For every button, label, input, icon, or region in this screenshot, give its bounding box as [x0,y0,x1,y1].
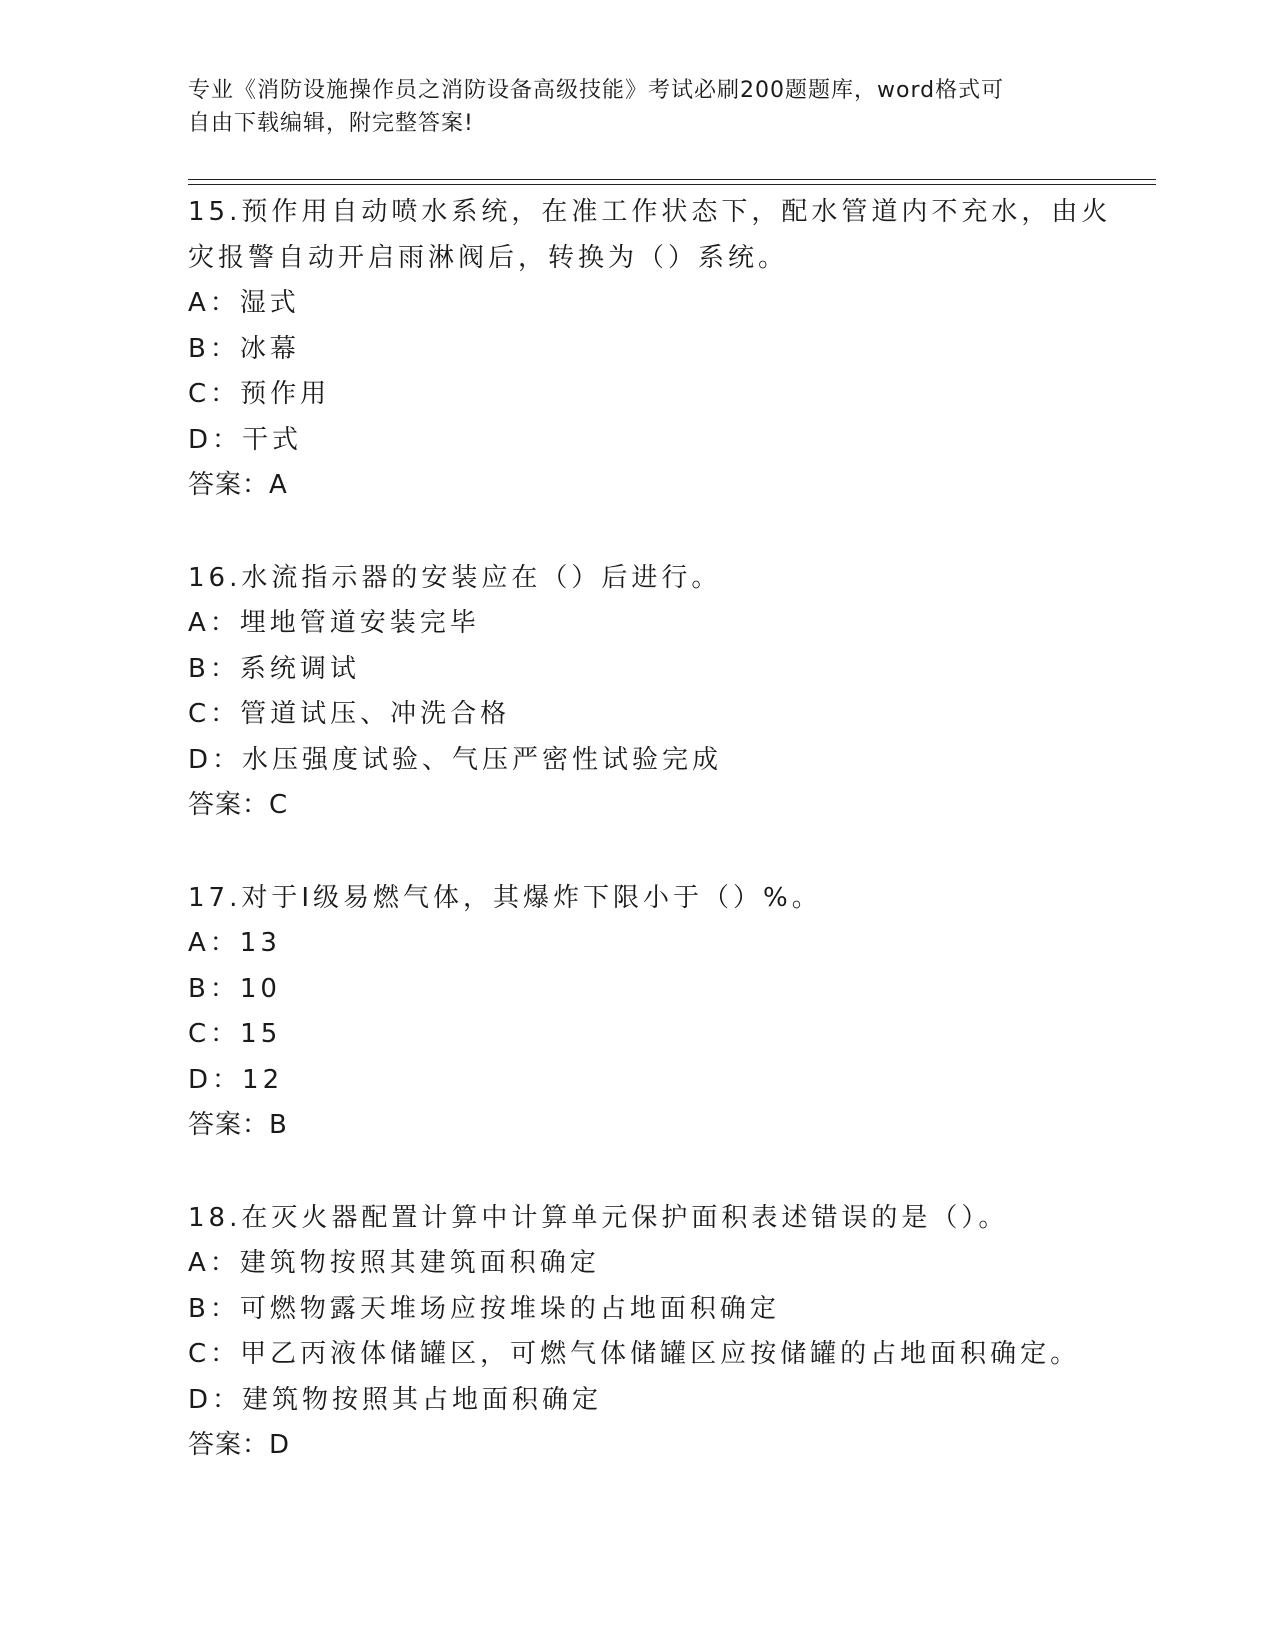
answer: 答案：A [188,470,288,500]
question-17 [188,876,1148,1149]
option-c: C：预作用 [188,379,331,409]
option-b: B：10 [188,973,281,1004]
question-stem: 灾报警自动开启雨淋阀后，转换为（）系统。 [188,242,789,273]
option-a: A：湿式 [188,288,300,318]
option-b: B：可燃物露天堆场应按堆垛的占地面积确定 [188,1293,780,1324]
option-d: D：干式 [188,424,303,455]
question-15 [188,190,1148,509]
question-list [188,190,1148,1516]
header-line-1: 专业《消防设施操作员之消防设备高级技能》考试必刷200题题库，word格式可 [188,78,1005,103]
option-b: B：系统调试 [188,653,360,684]
question-18 [188,1196,1148,1469]
question-stem: 16.水流指示器的安装应在（）后进行。 [188,562,722,593]
option-d: D：12 [188,1064,284,1095]
option-d: D：水压强度试验、气压严密性试验完成 [188,744,723,775]
answer: 答案：C [188,790,289,820]
question-stem: 15.预作用自动喷水系统，在准工作状态下，配水管道内不充水，由火 [188,197,1112,227]
option-b: B：冰幕 [188,333,300,364]
header-divider-bottom [188,184,1156,185]
answer: 答案：D [188,1430,291,1460]
document-header [188,74,1068,140]
question-16 [188,556,1148,829]
header-divider-top [188,179,1156,180]
option-a: A：埋地管道安装完毕 [188,608,480,638]
question-stem: 17.对于Ⅰ级易燃气体，其爆炸下限小于（）%。 [188,882,822,913]
question-stem: 18.在灭火器配置计算中计算单元保护面积表述错误的是（）。 [188,1202,1009,1233]
header-line-2: 自由下载编辑，附完整答案! [188,111,474,136]
option-a: A：建筑物按照其建筑面积确定 [188,1248,600,1278]
option-d: D：建筑物按照其占地面积确定 [188,1384,603,1415]
option-c: C：管道试压、冲洗合格 [188,699,511,729]
answer: 答案：B [188,1110,288,1140]
option-c: C：甲乙丙液体储罐区，可燃气体储罐区应按储罐的占地面积确定。 [188,1339,1081,1369]
option-c: C：15 [188,1019,282,1049]
option-a: A：13 [188,928,281,958]
